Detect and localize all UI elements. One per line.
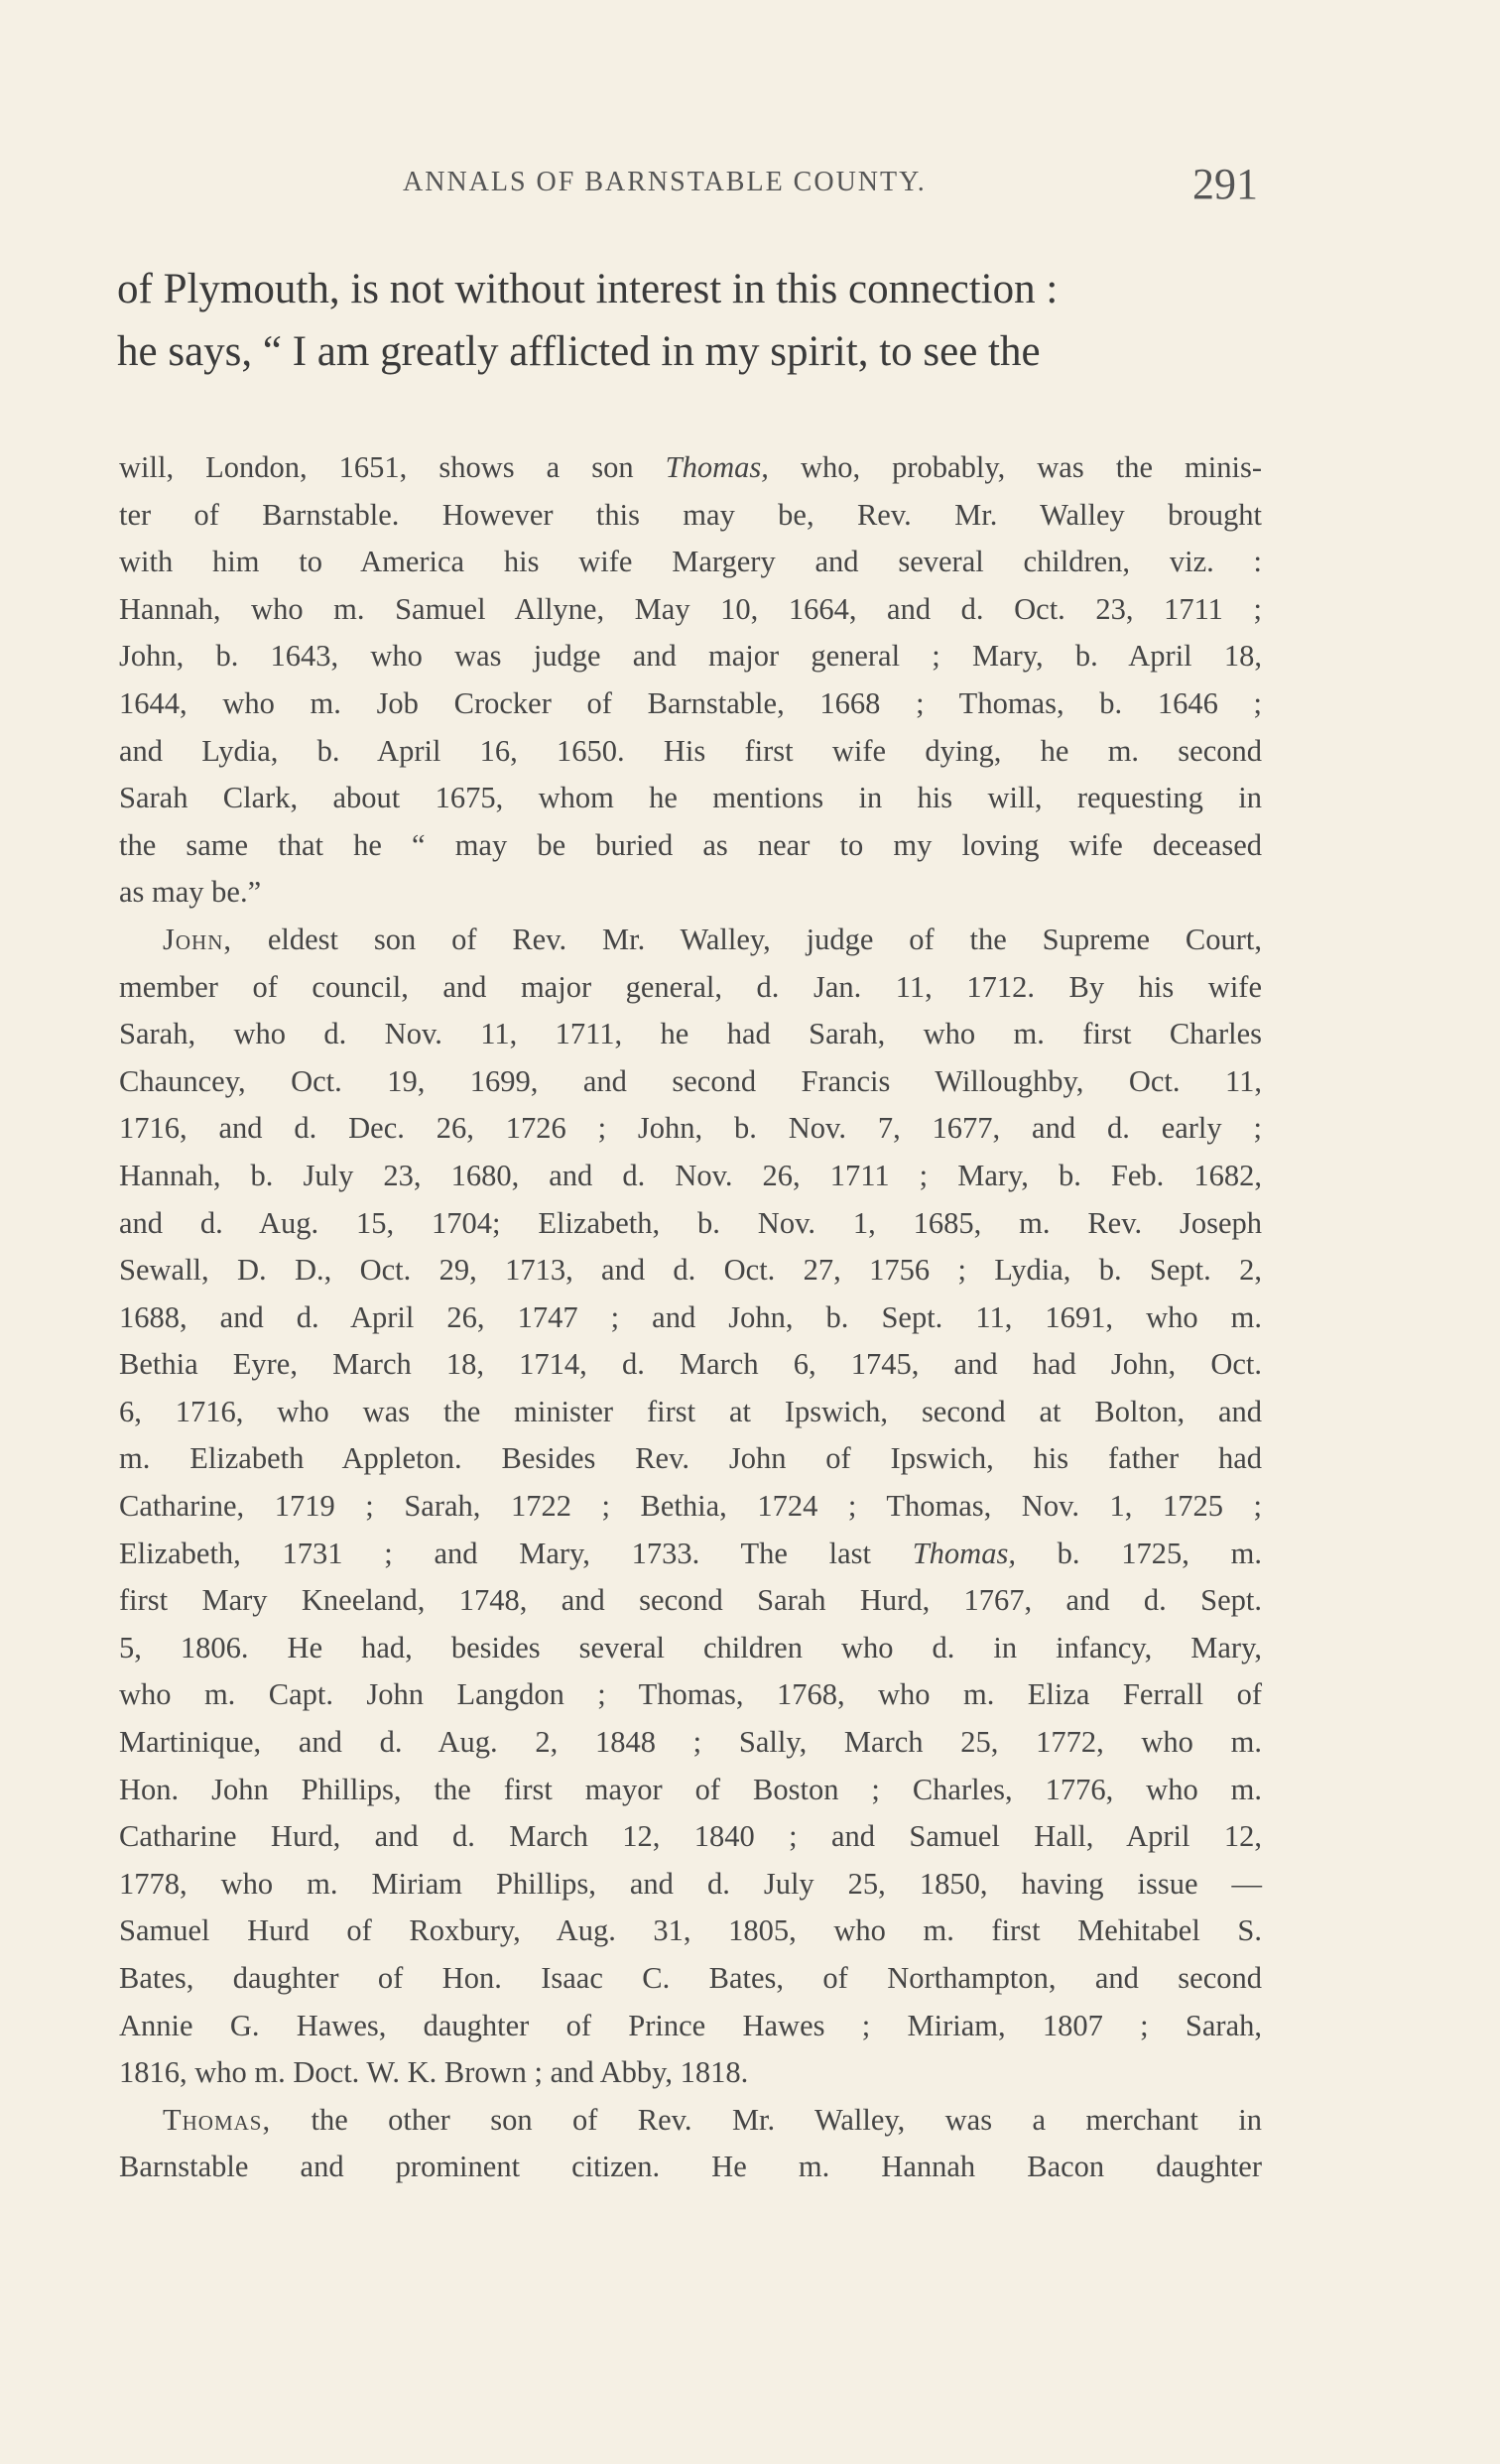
footnote-line: Catharine Hurd, and d. March 12, 1840 ; and Samuel Hall, April 12, bbox=[119, 1819, 1262, 1854]
footnote-line: 1716, and d. Dec. 26, 1726 ; John, b. Nov. 7, 1677, and d. early ; bbox=[119, 1111, 1262, 1146]
footnote-line: with him to America his wife Margery and several children, viz. : bbox=[119, 545, 1262, 579]
footnote-line bbox=[119, 444, 1262, 492]
footnote-line: Bethia Eyre, March 18, 1714, d. March 6, 1745, and had John, Oct. bbox=[119, 1347, 1262, 1382]
footnote-line: and d. Aug. 15, 1704; Elizabeth, b. Nov. 1, 1685, m. Rev. Joseph bbox=[119, 1205, 1262, 1240]
text-run: the other son of Rev. Mr. Walley, was a merchant in bbox=[271, 2102, 1262, 2137]
page-number: 291 bbox=[1192, 160, 1258, 208]
footnote-line: Annie G. Hawes, daughter of Prince Hawes ; Miriam, 1807 ; Sarah, bbox=[119, 2008, 1262, 2042]
footnote-line: 1816, who m. Doct. W. K. Brown ; and Abby, 1818. bbox=[119, 2055, 749, 2090]
text-run: who, probably, was the minis- bbox=[768, 450, 1263, 484]
footnote-line: 1644, who m. Job Crocker of Barnstable, 1668 ; Thomas, b. 1646 ; bbox=[119, 685, 1262, 720]
text-run: b. 1725, m. bbox=[1015, 1536, 1262, 1570]
footnote-line: Samuel Hurd of Roxbury, Aug. 31, 1805, who m. first Mehitabel S. bbox=[119, 1913, 1262, 1948]
footnote-line: John, b. 1643, who was judge and major general ; Mary, b. April 18, bbox=[119, 639, 1262, 674]
running-title: ANNALS OF BARNSTABLE COUNTY. bbox=[403, 167, 927, 197]
footnote-line: who m. Capt. John Langdon ; Thomas, 1768, who m. Eliza Ferrall of bbox=[119, 1677, 1262, 1712]
footnote-line: Sarah, who d. Nov. 11, 1711, he had Sarah, who m. first Charles bbox=[119, 1017, 1262, 1051]
footnote-line: member of council, and major general, d. Jan. 11, 1712. By his wife bbox=[119, 969, 1262, 1004]
footnote-line: Sarah Clark, about 1675, whom he mentions in his will, requesting in bbox=[119, 781, 1262, 815]
footnote-line: 6, 1716, who was the minister first at Ipswich, second at Bolton, and bbox=[119, 1394, 1262, 1428]
small-caps-name: Thomas, bbox=[163, 2102, 272, 2137]
text-run: will, London, 1651, shows a son bbox=[119, 450, 666, 484]
footnote-line bbox=[119, 2097, 1262, 2145]
footnote-line: Martinique, and d. Aug. 2, 1848 ; Sally, March 25, 1772, who m. bbox=[119, 1725, 1262, 1760]
footnote-line: the same that he “ may be buried as near to my loving wife deceased bbox=[119, 827, 1262, 862]
text-run: Elizabeth, 1731 ; and Mary, 1733. The last bbox=[119, 1536, 913, 1570]
italic-name: Thomas, bbox=[912, 1536, 1016, 1570]
main-text bbox=[117, 258, 1263, 383]
footnote-line: Chauncey, Oct. 19, 1699, and second Francis Willoughby, Oct. 11, bbox=[119, 1063, 1262, 1098]
footnote-line: Sewall, D. D., Oct. 29, 1713, and d. Oct. 27, 1756 ; Lydia, b. Sept. 2, bbox=[119, 1253, 1262, 1288]
footnote-line: Catharine, 1719 ; Sarah, 1722 ; Bethia, 1724 ; Thomas, Nov. 1, 1725 ; bbox=[119, 1489, 1262, 1524]
footnote-line: Bates, daughter of Hon. Isaac C. Bates, of Northampton, and second bbox=[119, 1961, 1262, 1995]
footnote-line: Hon. John Phillips, the first mayor of Boston ; Charles, 1776, who m. bbox=[119, 1772, 1262, 1806]
footnote-block bbox=[119, 444, 1262, 2191]
footnote-line: ter of Barnstable. However this may be, Rev. Mr. Walley brought bbox=[119, 497, 1262, 532]
footnote-line: as may be.” bbox=[119, 875, 262, 910]
footnote-line bbox=[119, 917, 1262, 964]
footnote-line: and Lydia, b. April 16, 1650. His first wife dying, he m. second bbox=[119, 733, 1262, 768]
footnote-line: first Mary Kneeland, 1748, and second Sarah Hurd, 1767, and d. Sept. bbox=[119, 1583, 1262, 1618]
footnote-line: 5, 1806. He had, besides several children who d. in infancy, Mary, bbox=[119, 1630, 1262, 1664]
running-head bbox=[117, 159, 1258, 208]
footnote-line: m. Elizabeth Appleton. Besides Rev. John of Ipswich, his father had bbox=[119, 1441, 1262, 1476]
text-run: eldest son of Rev. Mr. Walley, judge of the Supreme Court, bbox=[232, 922, 1262, 956]
footnote-line bbox=[119, 1531, 1262, 1578]
main-text-line: of Plymouth, is not without interest in this connection : bbox=[117, 266, 1059, 312]
footnote-line: Hannah, who m. Samuel Allyne, May 10, 1664, and d. Oct. 23, 1711 ; bbox=[119, 591, 1262, 626]
footnote-line: 1778, who m. Miriam Phillips, and d. July 25, 1850, having issue — bbox=[119, 1866, 1262, 1901]
footnote-line: 1688, and d. April 26, 1747 ; and John, b. Sept. 11, 1691, who m. bbox=[119, 1299, 1262, 1334]
italic-name: Thomas, bbox=[665, 450, 769, 484]
main-text-line: he says, “ I am greatly afflicted in my spirit, to see the bbox=[117, 328, 1041, 375]
footnote-line: Hannah, b. July 23, 1680, and d. Nov. 26, 1711 ; Mary, b. Feb. 1682, bbox=[119, 1158, 1262, 1192]
footnote-line: Barnstable and prominent citizen. He m. Hannah Bacon daughter bbox=[119, 2150, 1262, 2184]
small-caps-name: John, bbox=[163, 922, 232, 956]
